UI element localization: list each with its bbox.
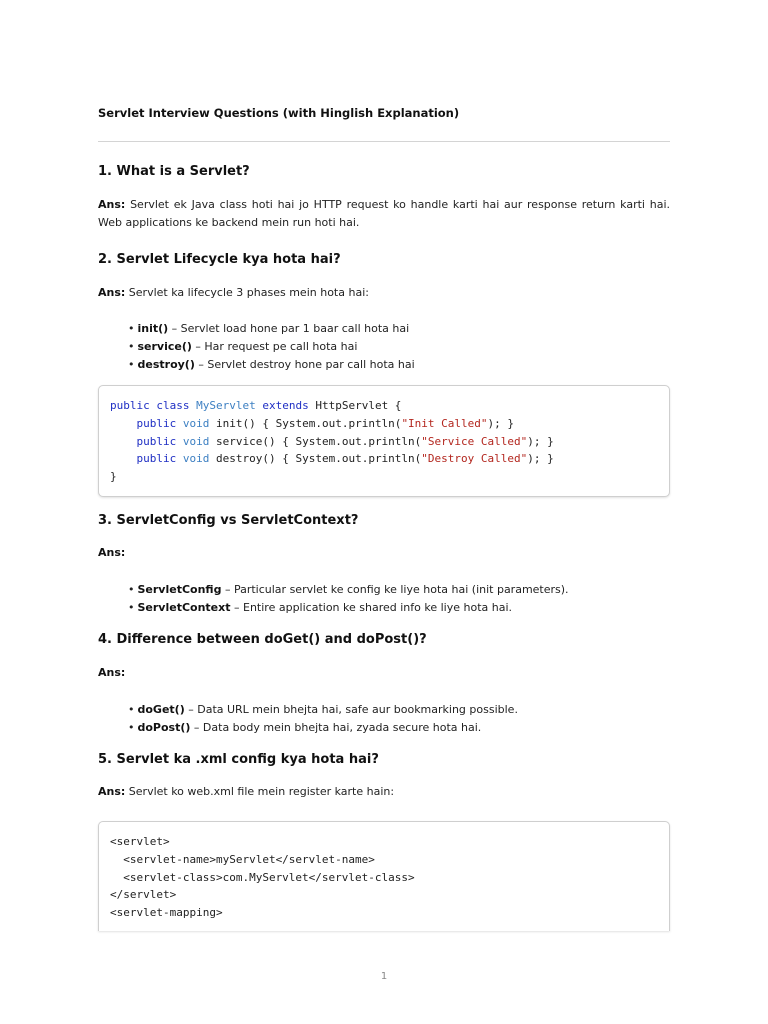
code-line: public void init() { System.out.println("Init Called"); } [136,416,515,430]
answer-label: Ans: [98,666,126,679]
answer-paragraph [98,284,670,302]
list-item: • doGet() – Data URL mein bhejta hai, safe aur bookmarking possible. [128,703,518,716]
answer-paragraph [98,783,670,801]
bullet-term: ServletConfig [137,583,222,596]
answer-label: Ans: [98,286,126,299]
answer-text: Servlet ko web.xml file mein register karte hain: [125,785,395,798]
code-line: <servlet> [110,835,170,848]
question-heading: 3. ServletConfig vs ServletContext? [98,513,359,528]
list-item: • ServletConfig – Particular servlet ke config ke liye hota hai (init parameters). [128,583,569,596]
code-line: } [110,470,117,484]
question-heading: 2. Servlet Lifecycle kya hota hai? [98,252,341,267]
code-block-java [98,385,670,497]
bullet-desc: – Entire application ke shared info ke liye hota hai. [230,601,513,614]
code-line: public void service() { System.out.println("Service Called"); } [136,434,554,448]
question-heading: 5. Servlet ka .xml config kya hota hai? [98,752,379,767]
question-heading: 1. What is a Servlet? [98,164,250,179]
bullet-desc: – Servlet load hone par 1 baar call hota hai [168,322,410,335]
list-item: • ServletContext – Entire application ke shared info ke liye hota hai. [128,601,513,614]
bullet-term: doGet() [137,703,185,716]
bullet-desc: – Data URL mein bhejta hai, safe aur bookmarking possible. [184,703,518,716]
list-item: • destroy() – Servlet destroy hone par call hota hai [128,358,415,371]
answer-label: Ans: [98,546,126,559]
answer-paragraph [98,664,670,682]
document-title: Servlet Interview Questions (with Hinglish Explanation) [98,106,460,120]
page-number: 1 [380,971,388,982]
bullet-term: doPost() [137,721,191,734]
bullet-term: init() [137,322,169,335]
bullet-term: destroy() [137,358,195,371]
list-item: • doPost() – Data body mein bhejta hai, zyada secure hota hai. [128,721,482,734]
answer-text: Servlet ka lifecycle 3 phases mein hota hai: [125,286,369,299]
bullet-term: ServletContext [137,601,231,614]
code-line: <servlet-class>com.MyServlet</servlet-class> [110,870,415,884]
answer-label: Ans: [98,198,126,211]
bullet-desc: – Particular servlet ke config ke liye hota hai (init parameters). [221,583,569,596]
code-line: <servlet-name>myServlet</servlet-name> [110,852,375,866]
bullet-list [128,581,569,617]
bullet-desc: – Data body mein bhejta hai, zyada secure hota hai. [190,721,482,734]
code-line: public void destroy() { System.out.println("Destroy Called"); } [136,452,554,466]
code-line: public class MyServlet extends HttpServlet { [110,399,402,412]
code-block-xml [98,821,670,931]
question-heading: 4. Difference between doGet() and doPost()? [98,632,427,647]
answer-text: Servlet ek Java class hoti hai jo HTTP request ko handle karti hai aur response return karti hai. Web applications ke backend mein run hoti hai. [98,198,670,229]
answer-paragraph [98,544,670,562]
bullet-list [128,701,518,737]
answer-paragraph [98,196,670,232]
title-divider [98,141,670,142]
bullet-term: service() [137,340,192,353]
bullet-desc: – Har request pe call hota hai [191,340,358,353]
bullet-desc: – Servlet destroy hone par call hota hai [194,358,415,371]
answer-label: Ans: [98,785,126,798]
bullet-list [128,320,415,374]
code-line: <servlet-mapping> [110,906,223,920]
code-line: </servlet> [110,888,177,902]
list-item: • init() – Servlet load hone par 1 baar call hota hai [128,322,410,335]
list-item: • service() – Har request pe call hota hai [128,340,358,353]
